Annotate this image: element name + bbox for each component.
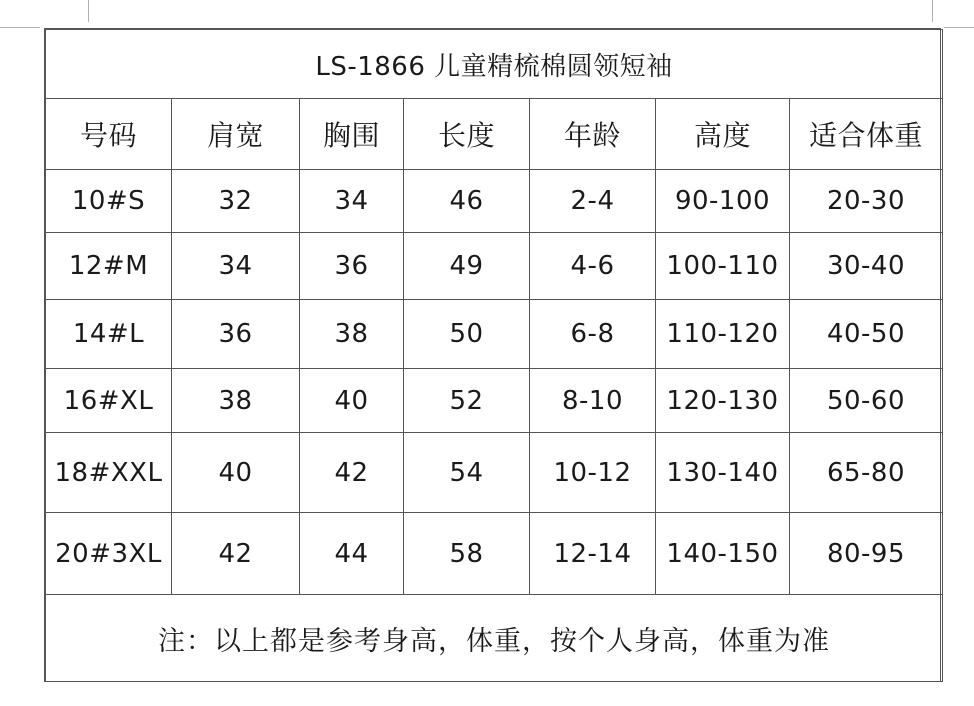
header-shoulder: 肩宽	[172, 99, 300, 170]
cell-shoulder: 36	[172, 300, 300, 369]
cell-length: 54	[404, 433, 530, 513]
cell-length: 46	[404, 170, 530, 233]
cell-size: 14#L	[46, 300, 172, 369]
cell-weight: 65-80	[790, 433, 943, 513]
cell-size: 16#XL	[46, 369, 172, 433]
cell-shoulder: 38	[172, 369, 300, 433]
cell-height: 120-130	[656, 369, 790, 433]
cell-weight: 30-40	[790, 233, 943, 300]
cell-height: 140-150	[656, 513, 790, 595]
cell-chest: 38	[300, 300, 404, 369]
cell-size: 18#XXL	[46, 433, 172, 513]
cell-age: 4-6	[530, 233, 656, 300]
cell-length: 50	[404, 300, 530, 369]
note-row	[46, 595, 943, 682]
cell-weight: 20-30	[790, 170, 943, 233]
table-row	[46, 300, 943, 369]
cell-height: 110-120	[656, 300, 790, 369]
table-row	[46, 433, 943, 513]
crop-mark-top-left-v	[88, 0, 89, 22]
size-chart-sheet	[44, 28, 941, 682]
cell-length: 58	[404, 513, 530, 595]
cell-length: 52	[404, 369, 530, 433]
table-note: 注：以上都是参考身高，体重，按个人身高，体重为准	[46, 595, 943, 682]
cell-age: 12-14	[530, 513, 656, 595]
header-age: 年龄	[530, 99, 656, 170]
cell-shoulder: 40	[172, 433, 300, 513]
table-title: LS-1866 儿童精梳棉圆领短袖	[46, 30, 943, 99]
cell-age: 6-8	[530, 300, 656, 369]
cell-chest: 34	[300, 170, 404, 233]
table-row	[46, 170, 943, 233]
cell-age: 8-10	[530, 369, 656, 433]
header-row	[46, 99, 943, 170]
cell-shoulder: 34	[172, 233, 300, 300]
table-row	[46, 233, 943, 300]
cell-age: 10-12	[530, 433, 656, 513]
cell-age: 2-4	[530, 170, 656, 233]
cell-weight: 80-95	[790, 513, 943, 595]
cell-chest: 42	[300, 433, 404, 513]
cell-size: 12#M	[46, 233, 172, 300]
title-row	[46, 30, 943, 99]
header-chest: 胸围	[300, 99, 404, 170]
size-chart-table	[45, 29, 943, 682]
crop-mark-top-left-h	[0, 27, 40, 28]
cell-weight: 40-50	[790, 300, 943, 369]
cell-length: 49	[404, 233, 530, 300]
cell-size: 20#3XL	[46, 513, 172, 595]
cell-shoulder: 32	[172, 170, 300, 233]
crop-mark-top-right-h	[944, 27, 974, 28]
header-weight: 适合体重	[790, 99, 943, 170]
cell-shoulder: 42	[172, 513, 300, 595]
header-length: 长度	[404, 99, 530, 170]
cell-height: 100-110	[656, 233, 790, 300]
cell-weight: 50-60	[790, 369, 943, 433]
cell-size: 10#S	[46, 170, 172, 233]
cell-chest: 40	[300, 369, 404, 433]
cell-chest: 36	[300, 233, 404, 300]
cell-height: 130-140	[656, 433, 790, 513]
header-size: 号码	[46, 99, 172, 170]
header-height: 高度	[656, 99, 790, 170]
cell-height: 90-100	[656, 170, 790, 233]
crop-mark-top-right-v	[932, 0, 933, 22]
table-row	[46, 369, 943, 433]
cell-chest: 44	[300, 513, 404, 595]
table-row	[46, 513, 943, 595]
